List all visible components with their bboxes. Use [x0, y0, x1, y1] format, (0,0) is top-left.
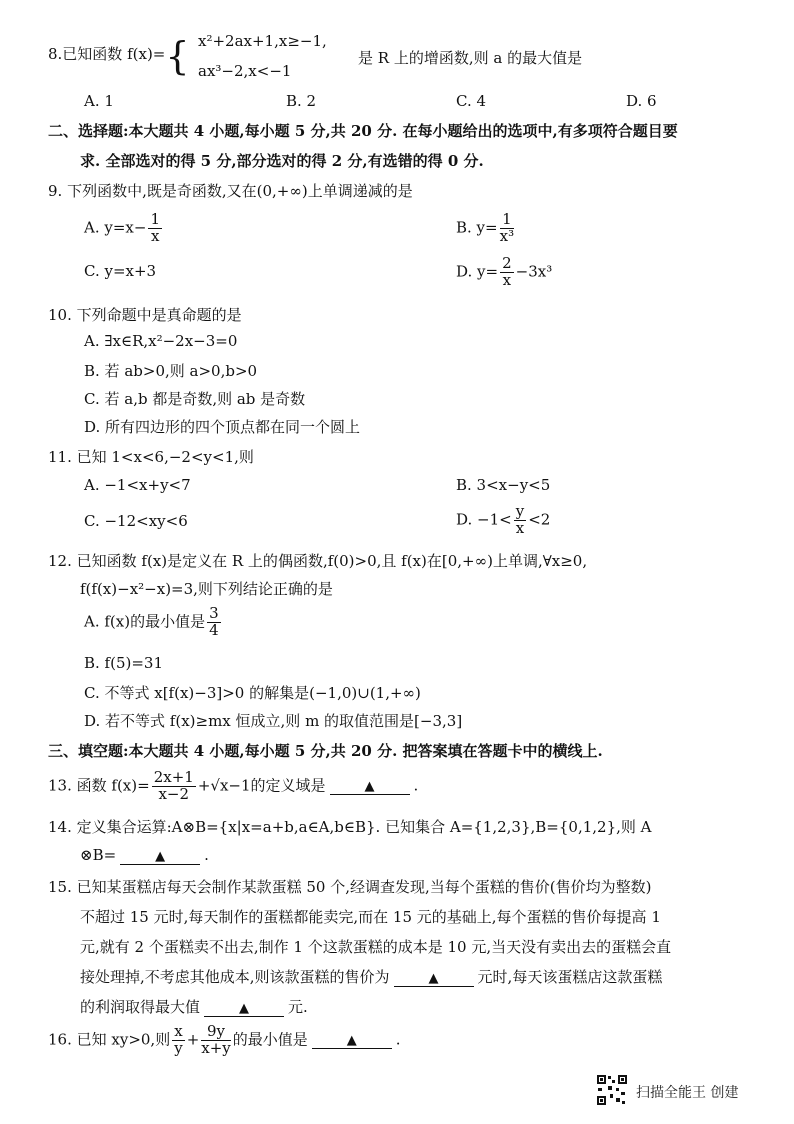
q10-option-c: C. 若 a,b 都是奇数,则 ab 是奇数 — [84, 390, 306, 408]
q16-answer-blank[interactable]: ▲ — [312, 1030, 392, 1049]
q12-option-b: B. f(5)=31 — [84, 654, 164, 672]
q11-stem: 11. 已知 1<x<6,−2<y<1,则 — [48, 448, 254, 466]
q10-option-b: B. 若 ab>0,则 a>0,b>0 — [84, 362, 258, 380]
q16: 16. 已知 xy>0,则 $\frac{x}{y}$ + $\frac{9y}{x+y}$ 的最小值是 ▲ . — [48, 1022, 401, 1057]
q9-stem: 9. 下列函数中,既是奇函数,又在(0,+∞)上单调递减的是 — [48, 182, 413, 200]
q11-option-a: A. −1<x+y<7 — [84, 476, 191, 494]
q15-line1: 15. 已知某蛋糕店每天会制作某款蛋糕 50 个,经调查发现,当每个蛋糕的售价(售价均为整数) — [48, 878, 652, 896]
q9-d-frac: $\frac{2}{x}$ — [502, 254, 512, 289]
q8-lead: 8.已知函数 f(x)= — [48, 45, 166, 63]
q14-line1: 14. 定义集合运算:A⊗B={x|x=a+b,a∈A,b∈B}. 已知集合 A={1,2,3},B={0,1,2},则 A — [48, 818, 652, 836]
q8-option-c: C. 4 — [456, 92, 487, 110]
q9-b-frac: $\frac{1}{\text{x³}}$ — [499, 210, 515, 245]
q15-line2: 不超过 15 元时,每天制作的蛋糕都能卖完,而在 15 元的基础上,每个蛋糕的售价每提高 1 — [80, 908, 661, 926]
scanner-watermark: 扫描全能王 创建 — [636, 1085, 739, 1101]
q8-option-d: D. 6 — [626, 92, 657, 110]
q15-profit-blank[interactable]: ▲ — [204, 998, 284, 1017]
q10-stem: 10. 下列命题中是真命题的是 — [48, 306, 242, 324]
q16-frac1: $\frac{x}{y}$ — [174, 1022, 183, 1057]
q12-line2: f(f(x)−x²−x)=3,则下列结论正确的是 — [80, 580, 333, 598]
q14-answer-blank[interactable]: ▲ — [120, 846, 200, 865]
q9-option-d: D. y= $\frac{2}{x}$ −3x³ — [456, 254, 553, 289]
q8-stem — [48, 36, 190, 76]
q12-a-frac: $\frac{3}{4}$ — [209, 604, 219, 639]
section2-line2: 求. 全部选对的得 5 分,部分选对的得 2 分,有选错的得 0 分. — [80, 152, 484, 170]
q8-case2: ax³−2,x<−1 — [198, 62, 292, 80]
q15-line5: 的利润取得最大值 ▲ 元. — [80, 998, 308, 1016]
q11-d-frac: $\frac{y}{x}$ — [515, 502, 525, 537]
q8-brace: { — [165, 34, 190, 78]
q12-option-d: D. 若不等式 f(x)≥mx 恒成立,则 m 的取值范围是[−3,3] — [84, 712, 463, 730]
q10-option-d: D. 所有四边形的四个顶点都在同一个圆上 — [84, 418, 361, 436]
q11-option-b: B. 3<x−y<5 — [456, 476, 551, 494]
q15-line3: 元,就有 2 个蛋糕卖不出去,制作 1 个这款蛋糕的成本是 10 元,当天没有卖出去的蛋糕会直 — [80, 938, 672, 956]
q13-frac: $\frac{2x+1}{x-2}$ — [153, 768, 194, 803]
q15-price-blank[interactable]: ▲ — [394, 968, 474, 987]
qr-code-icon — [596, 1074, 628, 1106]
q8-option-b: B. 2 — [286, 92, 317, 110]
q14-line2: ⊗B= ▲ . — [80, 846, 209, 864]
q12-line1: 12. 已知函数 f(x)是定义在 R 上的偶函数,f(0)>0,且 f(x)在[0,+∞)上单调,∀x≥0, — [48, 552, 588, 570]
q11-option-d: D. −1< $\frac{y}{x}$ <2 — [456, 502, 551, 537]
q15-line4: 接处理掉,不考虑其他成本,则该款蛋糕的售价为 ▲ 元时,每天该蛋糕店这款蛋糕 — [80, 968, 663, 986]
section3-heading: 三、填空题:本大题共 4 小题,每小题 5 分,共 20 分. 把答案填在答题卡中的横线上. — [48, 742, 603, 760]
q8-case1: x²+2ax+1,x≥−1, — [198, 32, 327, 50]
q8-tail: 是 R 上的增函数,则 a 的最大值是 — [358, 49, 583, 67]
q16-frac2: $\frac{9y}{x+y}$ — [201, 1022, 231, 1057]
q12-option-c: C. 不等式 x[f(x)−3]>0 的解集是(−1,0)∪(1,+∞) — [84, 684, 421, 702]
q12-option-a: A. f(x)的最小值是 $\frac{3}{4}$ — [84, 604, 219, 639]
q9-option-b: B. y= $\frac{1}{\text{x³}}$ — [456, 210, 515, 245]
q8-option-a: A. 1 — [84, 92, 114, 110]
q9-option-a: A. y=x− $\frac{1}{x}$ — [84, 210, 160, 245]
section2-line1: 二、选择题:本大题共 4 小题,每小题 5 分,共 20 分. 在每小题给出的选项中,有多项符合题目要 — [48, 122, 678, 140]
q9-a-frac: $\frac{1}{x}$ — [150, 210, 160, 245]
q13: 13. 函数 f(x)= $\frac{2x+1}{x-2}$ +√x−1的定义域是 ▲ . — [48, 768, 419, 803]
q13-answer-blank[interactable]: ▲ — [330, 776, 410, 795]
q11-option-c: C. −12<xy<6 — [84, 512, 188, 530]
q9-option-c: C. y=x+3 — [84, 262, 157, 280]
q10-option-a: A. ∃x∈R,x²−2x−3=0 — [84, 332, 238, 350]
